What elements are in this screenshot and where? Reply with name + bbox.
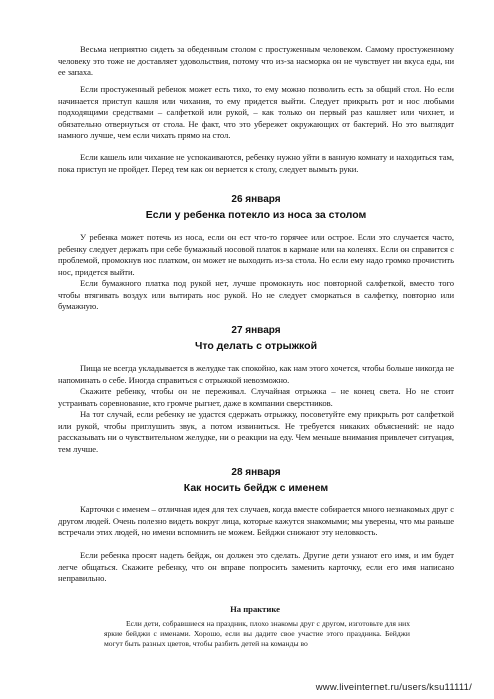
paragraph: На тот случай, если ребенку не удастся сдержать отрыжку, посоветуйте ему прикрыть рот салфеткой или рукой, чтобы приглушить звук, а потом извиниться. Не требуется никаких объяснений: не надо рассказывать ни о чувствительном желудке, ни о реакции на еду. Чем меньше внимания привлечет ситуация, тем лучше. — [58, 409, 454, 454]
sidebar-text: Если дети, собравшиеся на праздник, плохо знакомы друг с другом, изготовьте для них яркие бейджи с именами. Хорошо, если вы дадите свое участие этого праздника. Бейджи могут быть разных цветов, чтобы разбить детей на команды во — [104, 619, 410, 649]
date-heading: 26 января — [231, 194, 281, 205]
date-heading: 28 января — [231, 467, 281, 478]
paragraph: Если ребенка просят надеть бейдж, он должен это сделать. Другие дети узнают его имя, и им будет легче общаться. Скажите ребенку, что он вправе попросить заменить карточку, если его имя написано неправильно. — [58, 550, 454, 584]
paragraph: Если бумажного платка под рукой нет, лучше промокнуть нос повторной салфеткой, вместо того чтобы втягивать воздух или вытирать нос рукой. Но не следует сморкаться в салфетку, повторно или бумажную. — [58, 278, 454, 312]
sidebar-title: На практике — [230, 604, 280, 614]
paragraph: Если кашель или чихание не успокаиваются, ребенку нужно уйти в ванную комнату и находиться там, пока приступ не пройдет. Перед тем как он вернется к столу, следует вымыть руки. — [58, 152, 454, 174]
paragraph: Скажите ребенку, чтобы он не переживал. Случайная отрыжка – не конец света. Но не стоит устраивать соревнование, кто громче рыгнет, даже в компании сверстников. — [58, 386, 454, 408]
section-title: Как носить бейдж с именем — [183, 482, 329, 494]
date-heading: 27 января — [231, 325, 281, 336]
paragraph: Карточки с именем – отличная идея для тех случаев, когда вместе собирается много незнакомых друг с другом людей. Очень полезно видеть вокруг лица, которые кажутся знакомыми; мы уверены, что мы раньше встречали этих людей, но имени вспомнить не можем. Бейджи снижают эту неловкость. — [58, 504, 454, 538]
section-title: Что делать с отрыжкой — [194, 340, 318, 352]
paragraph: Если простуженный ребенок может есть тихо, то ему можно позволить есть за общий стол. Но если начинается приступ кашля или чихания, то ему придется выйти. Следует прикрыть рот и нос любыми подходящими средствами – салфеткой или рукой, – как только он первый раз кашляет или чихнет, и обязательно отвернуться от стола. Не факт, что это убережет окружающих от бактерий. Но это выглядит намного лучше, чем если чихать прямо на стол. — [58, 84, 454, 141]
source-url: www.liveinternet.ru/users/ksu11111/ — [315, 682, 472, 693]
paragraph: Пища не всегда укладывается в желудке так спокойно, как нам этого хочется, чтобы больше никогда не напоминать о себе. Иногда справиться с отрыжкой невозможно. — [58, 363, 454, 385]
paragraph: У ребенка может потечь из носа, если он ест что-то горячее или острое. Если это случается часто, ребенку следует держать при себе бумажный носовой платок в кармане или на коленях. Если он справится с проблемой, промокнув нос платком, он может не выходить из-за стола. Но если ему надо громко прочистить нос, придется выйти. — [58, 232, 454, 277]
section-title: Если у ребенка потекло из носа за столом — [145, 209, 367, 221]
paragraph: Весьма неприятно сидеть за обеденным столом с простуженным человеком. Самому простуженному человеку это тоже не доставляет удовольствия, потому что из-за насморка он не чувствует ни вкуса еды, ни ее запаха. — [58, 44, 454, 78]
